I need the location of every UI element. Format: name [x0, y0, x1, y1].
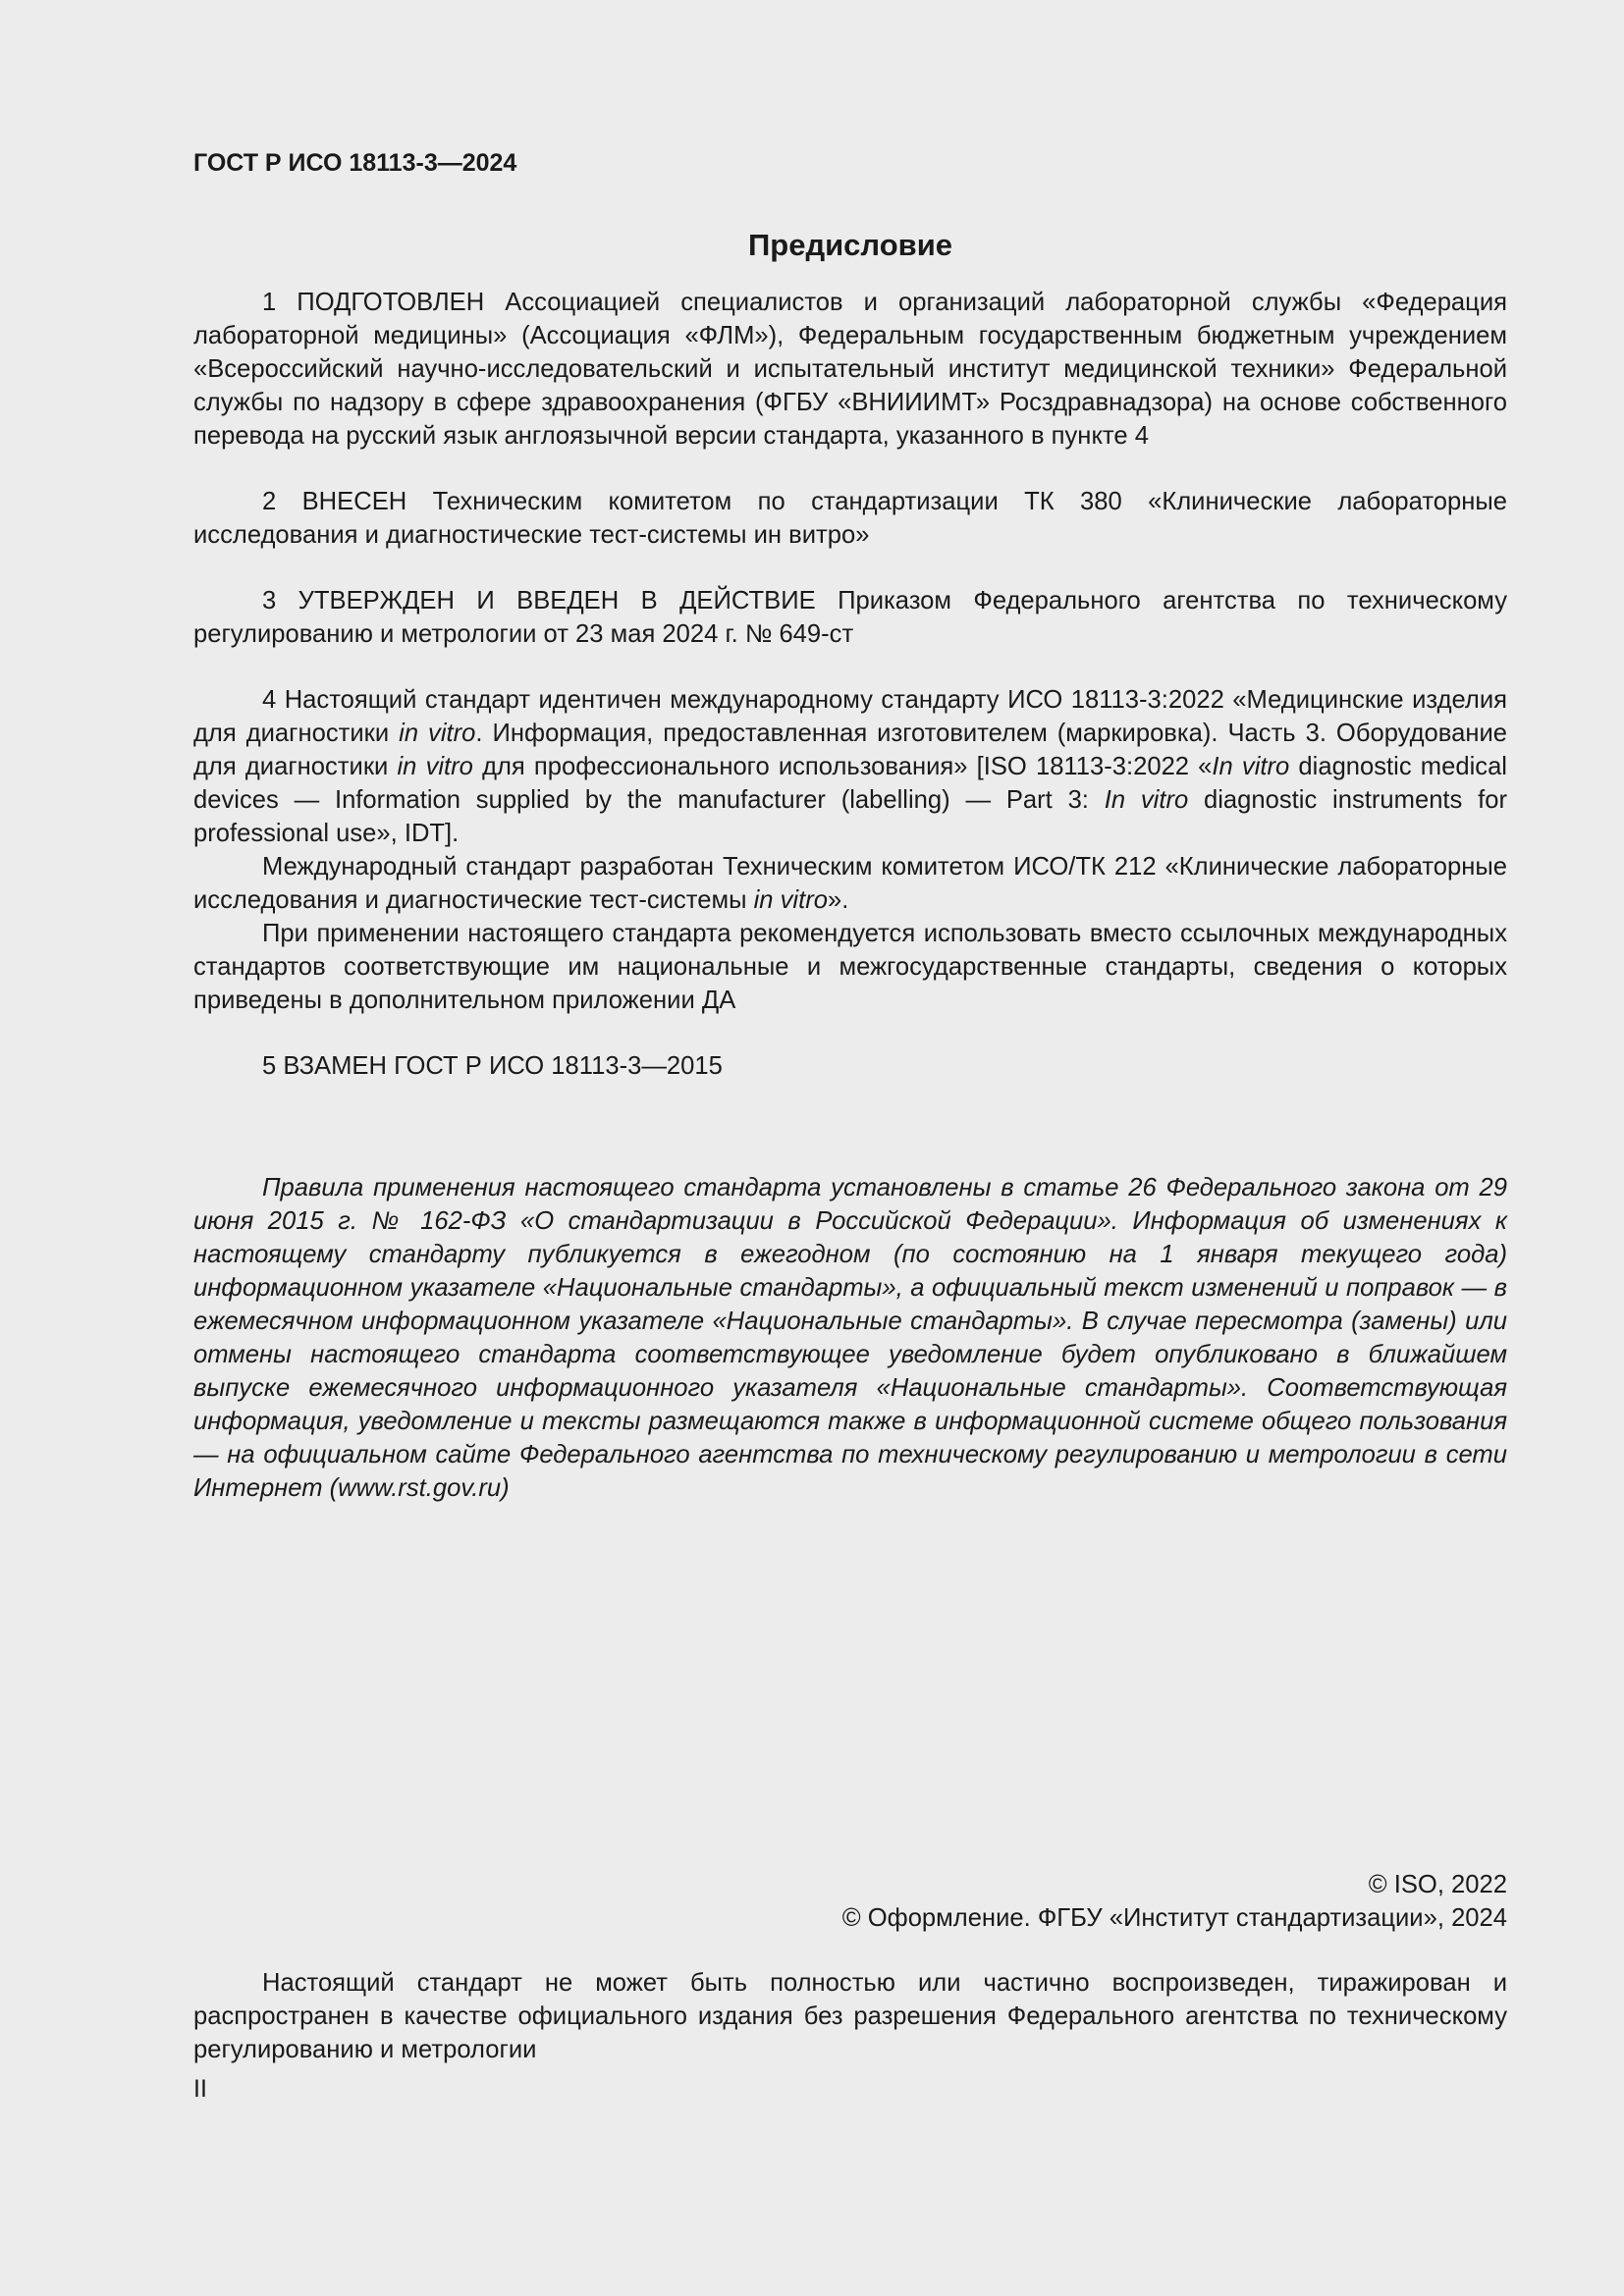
- item-application-note: При применении настоящего стандарта рекомендуется использовать вместо ссылочных международных стандартов соответствующие им национальные и межгосударственные стандарты, сведения о которых приведены в дополнительном приложении ДА: [193, 920, 1507, 1014]
- foreword-items: [193, 286, 1507, 1083]
- rights-notice: [193, 1966, 1507, 2066]
- item-approved: 3 УТВЕРЖДЕН И ВВЕДЕН В ДЕЙСТВИЕ Приказом Федерального агентства по техническому регулированию и метрологии от 23 мая 2024 г. № 649-ст: [193, 587, 1507, 648]
- item-prepared: 1 ПОДГОТОВЛЕН Ассоциацией специалистов и организаций лабораторной службы «Федерация лабораторной медицины» (Ассоциация «ФЛМ»), Федеральным государственным бюджетным учреждением «Всероссийский научно-исследовательский и испытательный институт медицинской техники» Федеральной службы по надзору в сфере здравоохранения (ФГБУ «ВНИИИМТ» Росздравнадзора) на основе собственного перевода на русский язык англоязычной версии стандарта, указанного в пункте 4: [193, 289, 1507, 450]
- rules-notice-text: Правила применения настоящего стандарта установлены в статье 26 Федерального закона от 29 июня 2015 г. № 162-ФЗ «О стандартизации в Российской Федерации». Информация об изменениях к настоящему стандарту публикуется в ежегодном (по состоянию на 1 января текущего года) информационном указателе «Национальные стандарты», а официальный текст изменений и поправок — в ежемесячном информационном указателе «Национальные стандарты». В случае пересмотра (замены) или отмены настоящего стандарта соответствующее уведомление будет опубликовано в ближайшем выпуске ежемесячного информационного указателя «Национальные стандарты». Соответствующая информация, уведомление и тексты размещаются также в информационной системе общего пользования — на официальном сайте Федерального агентства по техническому регулированию и метрологии в сети Интернет (www.rst.gov.ru): [193, 1174, 1507, 1502]
- document-code: ГОСТ Р ИСО 18113-3—2024: [193, 149, 517, 177]
- rights-notice-text: Настоящий стандарт не может быть полностью или частично воспроизведен, тиражирован и распространен в качестве официального издания без разрешения Федерального агентства по техническому регулированию и метрологии: [193, 1969, 1507, 2063]
- item-replaces: 5 ВЗАМЕН ГОСТ Р ИСО 18113-3—2015: [262, 1052, 723, 1080]
- copyright-iso: © ISO, 2022: [1368, 1871, 1507, 1898]
- copyright-block: [193, 1868, 1507, 1935]
- item-identical: 4 Настоящий стандарт идентичен международному стандарту ИСО 18113-3:2022 «Медицинские изделия для диагностики in vitro. Информация, предоставленная изготовителем (маркировка). Часть 3. Оборудование для диагностики in vitro для профессионального использования» [ISO 18113-3:2022 «In vitro diagnostic medical devices — Information supplied by the manufacturer (labelling) — Part 3: In vitro diagnostic instruments for professional use», IDT].: [193, 686, 1507, 847]
- copyright-design: © Оформление. ФГБУ «Институт стандартизации», 2024: [841, 1904, 1507, 1932]
- item-introduced: 2 ВНЕСЕН Техническим комитетом по стандартизации ТК 380 «Клинические лабораторные исследования и диагностические тест-системы ин витро»: [193, 488, 1507, 549]
- page-number: II: [193, 2075, 207, 2103]
- rules-notice: [193, 1171, 1507, 1505]
- page-title: Предисловие: [747, 228, 952, 262]
- item-intl-committee: Международный стандарт разработан Техническим комитетом ИСО/ТК 212 «Клинические лабораторные исследования и диагностические тест-системы in vitro».: [193, 853, 1507, 914]
